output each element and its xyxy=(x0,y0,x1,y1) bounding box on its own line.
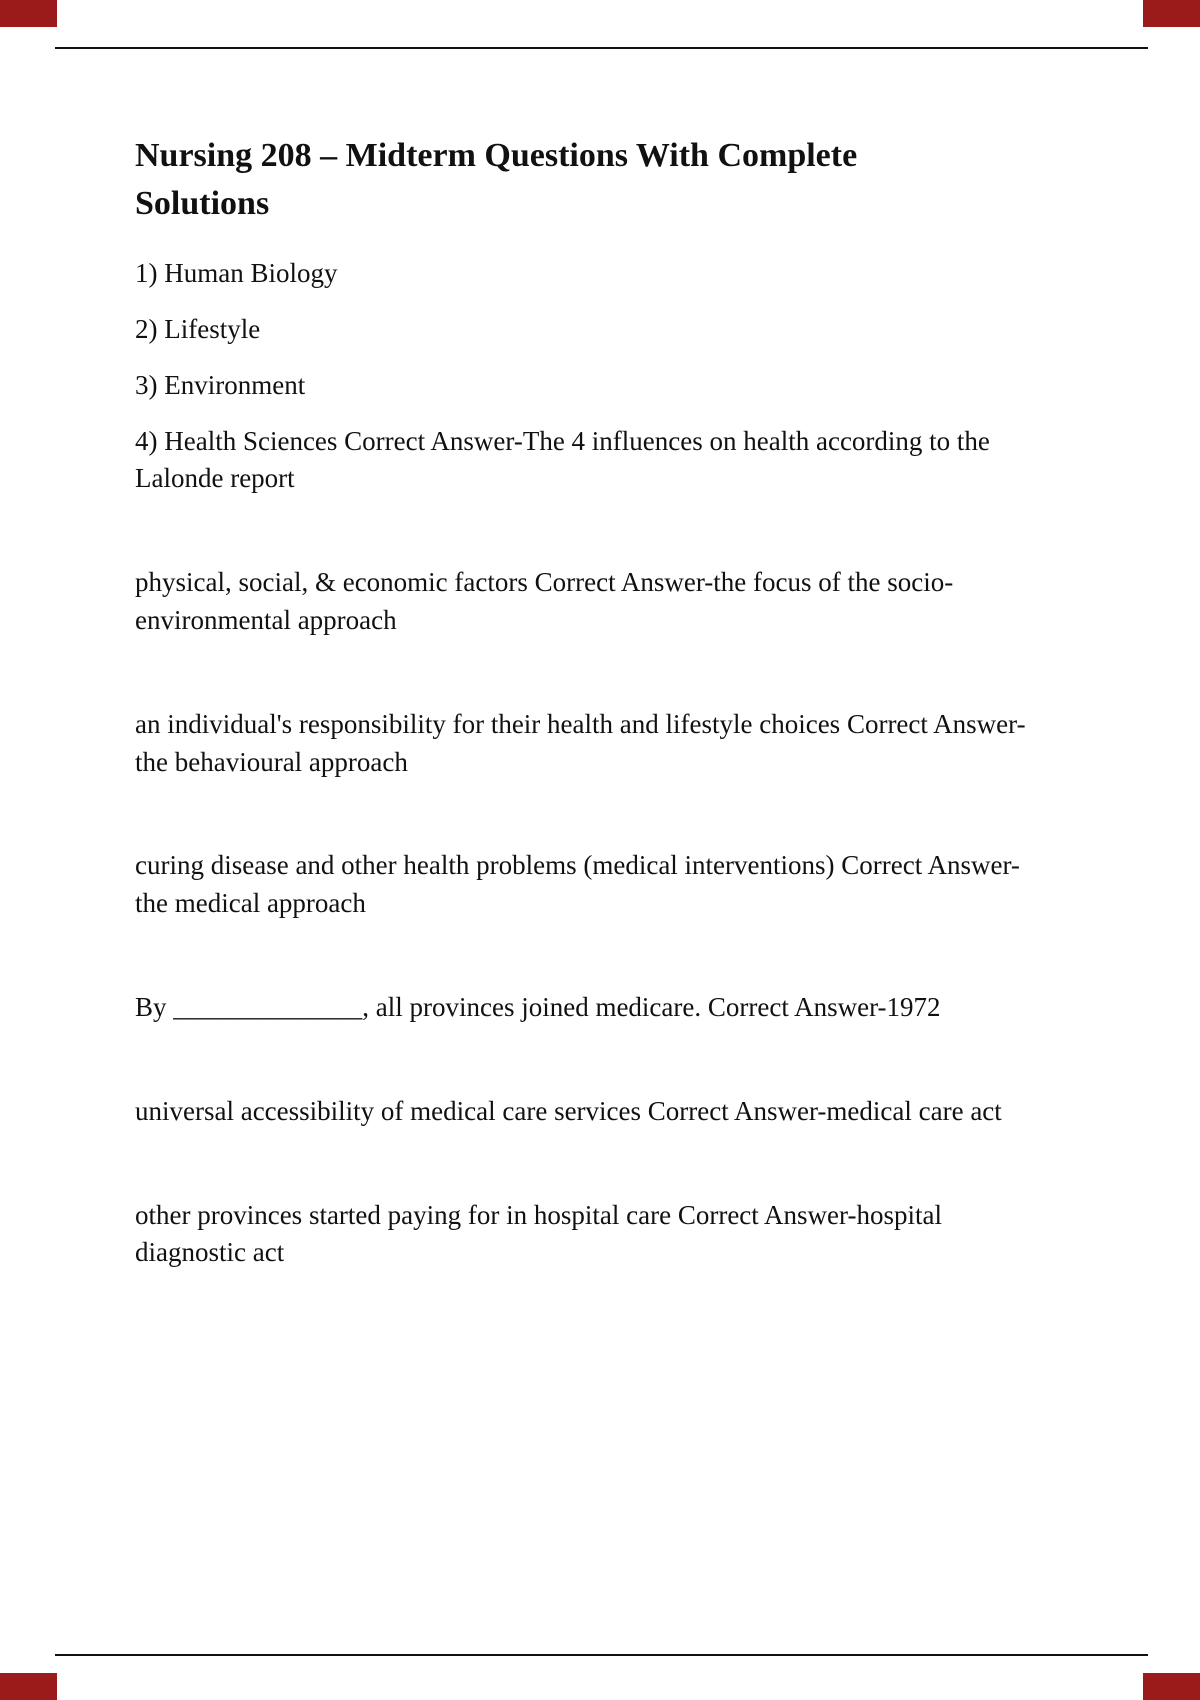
question-answer-paragraph: curing disease and other health problems (medical interventions) Correct Answer-the medical approach xyxy=(135,850,1020,919)
list-item-4-question-answer: 4) Health Sciences Correct Answer-The 4 influences on health according to the Lalonde report xyxy=(135,425,990,494)
question-answer-paragraph: universal accessibility of medical care services Correct Answer-medical care act xyxy=(135,1095,1002,1126)
list-item-1: 1) Human Biology xyxy=(135,258,338,289)
list-item-3: 3) Environment xyxy=(135,369,306,400)
question-answer-paragraph: other provinces started paying for in hospital care Correct Answer-hospital diagnostic act xyxy=(135,1199,942,1268)
corner-mark-bottom-left xyxy=(0,1673,57,1700)
top-rule xyxy=(55,47,1148,49)
question-answer-paragraph: By ______________, all provinces joined medicare. Correct Answer-1972 xyxy=(135,991,941,1022)
corner-mark-top-left xyxy=(0,0,57,27)
list-item-2: 2) Lifestyle xyxy=(135,313,261,344)
document-title: Nursing 208 – Midterm Questions With Complete Solutions xyxy=(135,137,858,222)
corner-mark-top-right xyxy=(1143,0,1200,27)
bottom-rule xyxy=(55,1654,1148,1656)
document-body xyxy=(135,132,1040,1290)
question-answer-paragraph: physical, social, & economic factors Correct Answer-the focus of the socio-environmental approach xyxy=(135,567,954,635)
corner-mark-bottom-right xyxy=(1143,1673,1200,1700)
question-answer-paragraph: an individual's responsibility for their health and lifestyle choices Correct Answer-the behavioural approach xyxy=(135,708,1026,777)
